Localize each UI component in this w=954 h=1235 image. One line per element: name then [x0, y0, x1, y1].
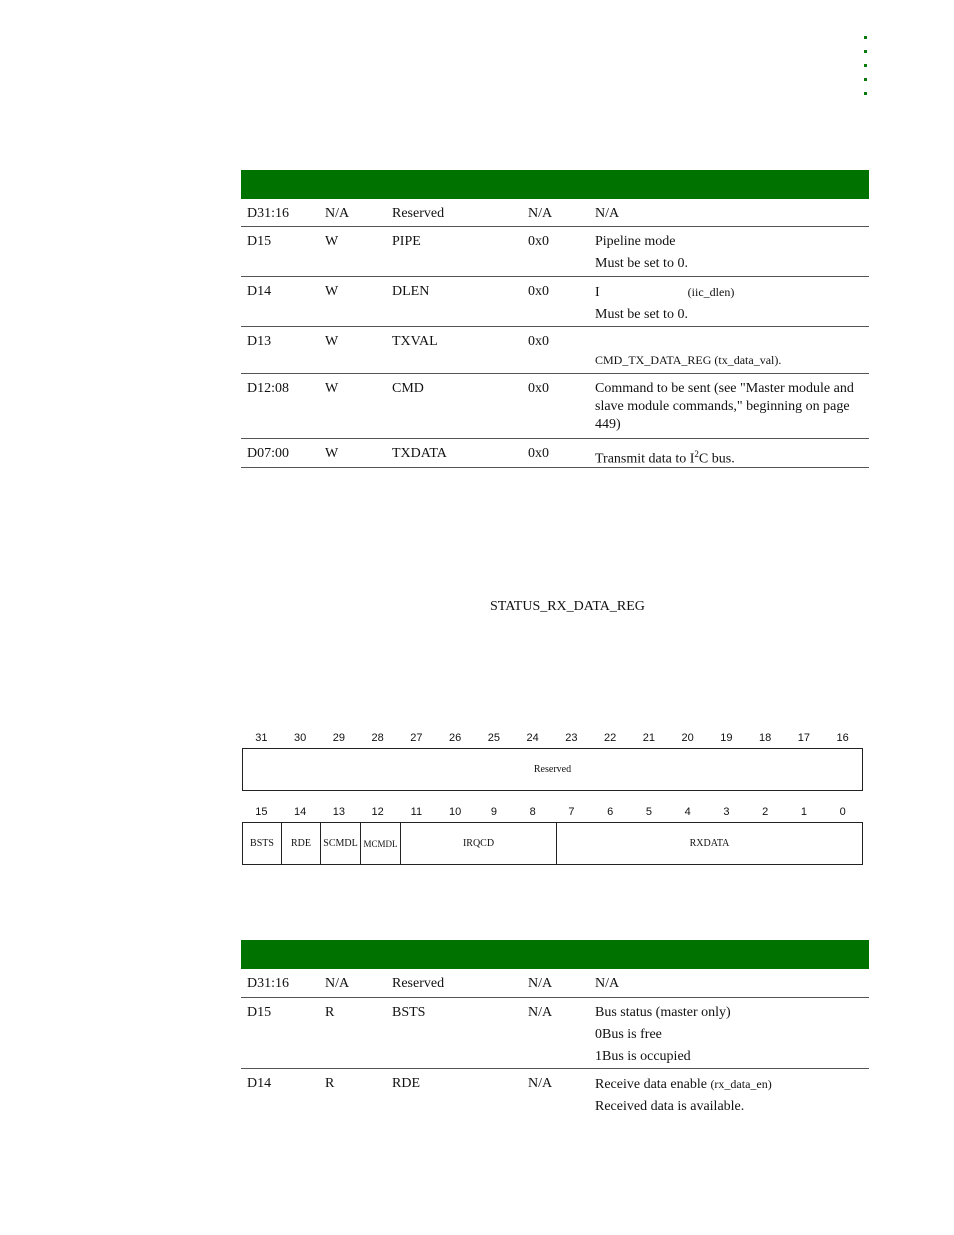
table-row — [241, 327, 869, 374]
bit-number: 18 — [759, 732, 772, 744]
lower-field-row — [242, 822, 863, 865]
bit-number: 25 — [487, 732, 500, 744]
table-row — [241, 439, 869, 468]
mnemonic-cell: TXVAL — [392, 334, 438, 349]
bit-number: 13 — [332, 806, 345, 818]
mnemonic-cell: BSTS — [392, 1005, 426, 1020]
table-row — [241, 199, 869, 227]
mnemonic-cell: TXDATA — [392, 446, 447, 461]
reset-cell: 0x0 — [528, 234, 549, 249]
field-rde: RDE — [282, 823, 321, 864]
mnemonic-cell: CMD — [392, 381, 424, 396]
bit-number: 23 — [565, 732, 578, 744]
bit-number: 6 — [607, 806, 614, 818]
reset-cell: 0x0 — [528, 446, 549, 461]
table-header-bar — [241, 940, 869, 969]
reset-cell: N/A — [528, 206, 553, 221]
mnemonic-cell: Reserved — [392, 976, 445, 991]
access-cell: W — [325, 446, 339, 461]
table-row — [241, 227, 869, 277]
field-rxdata: RXDATA — [689, 838, 730, 849]
bit-number: 2 — [762, 806, 769, 818]
bit-number: 4 — [684, 806, 691, 818]
access-cell: N/A — [325, 206, 350, 221]
bit-number: 29 — [332, 732, 345, 744]
reset-cell: N/A — [528, 976, 553, 991]
description-cell: N/A — [595, 206, 620, 221]
bit-number: 7 — [568, 806, 575, 818]
upper-bit-numbers — [242, 732, 862, 746]
table-header-bar — [241, 170, 869, 199]
bit-number: 28 — [371, 732, 384, 744]
description-cell: Command to be sent (see "Master module and slave module commands," beginning on page 449) — [595, 381, 854, 432]
table-row — [241, 998, 869, 1069]
bit-number: 27 — [410, 732, 423, 744]
table-row — [241, 1069, 869, 1117]
mnemonic-cell: DLEN — [392, 284, 430, 299]
bits-cell: D31:16 — [247, 206, 289, 221]
bits-cell: D15 — [247, 1005, 272, 1020]
bits-cell: D13 — [247, 334, 272, 349]
bit-number: 0 — [839, 806, 846, 818]
field-scmdl: SCMDL — [321, 823, 361, 864]
mnemonic-cell: PIPE — [392, 234, 421, 249]
access-cell: W — [325, 381, 339, 396]
access-cell: N/A — [325, 976, 350, 991]
description-cell: Pipeline mode Must be set to 0. — [595, 234, 688, 271]
description-cell: N/A — [595, 976, 620, 991]
description-cell: I (iic_dlen) Must be set to 0. — [595, 285, 735, 322]
bit-number: 15 — [255, 806, 268, 818]
mnemonic-cell: RDE — [392, 1076, 420, 1091]
reset-cell: N/A — [528, 1076, 553, 1091]
bit-number: 22 — [604, 732, 617, 744]
bit-number: 24 — [526, 732, 539, 744]
bit-number: 16 — [836, 732, 849, 744]
bits-cell: D07:00 — [247, 446, 289, 461]
field-mcmdl: MCMDL — [361, 823, 401, 864]
reset-cell: 0x0 — [528, 284, 549, 299]
bit-number: 12 — [371, 806, 384, 818]
margin-dots — [864, 36, 867, 106]
description-cell: Bus status (master only) 0Bus is free 1Bus is occupied — [595, 1005, 731, 1064]
bit-number: 19 — [720, 732, 733, 744]
bit-number: 20 — [681, 732, 694, 744]
register-bitmap — [242, 732, 862, 746]
bit-number: 3 — [723, 806, 730, 818]
access-cell: W — [325, 284, 339, 299]
cmd-tx-data-table — [241, 170, 869, 468]
upper-field-row — [242, 748, 863, 791]
field-bsts: BSTS — [243, 823, 282, 864]
table-row — [241, 969, 869, 998]
field-reserved: Reserved — [533, 764, 572, 775]
field-irqcd: IRQCD — [401, 823, 557, 864]
bit-number: 14 — [294, 806, 307, 818]
mnemonic-cell: Reserved — [392, 206, 445, 221]
bit-number: 26 — [449, 732, 462, 744]
bit-number: 30 — [294, 732, 307, 744]
lower-bit-numbers — [242, 806, 862, 820]
access-cell: W — [325, 334, 339, 349]
table-row — [241, 374, 869, 439]
bits-cell: D14 — [247, 1076, 272, 1091]
bit-number: 21 — [642, 732, 655, 744]
bit-number: 5 — [645, 806, 652, 818]
description-cell: Receive data enable (rx_data_en) Received data is available. — [595, 1077, 772, 1114]
bits-cell: D12:08 — [247, 381, 289, 396]
reset-cell: 0x0 — [528, 381, 549, 396]
bits-cell: D14 — [247, 284, 272, 299]
bit-number: 10 — [449, 806, 462, 818]
access-cell: R — [325, 1005, 335, 1020]
description-cell: CMD_TX_DATA_REG (tx_data_val). — [595, 353, 782, 367]
bit-number: 17 — [797, 732, 810, 744]
bits-cell: D15 — [247, 234, 272, 249]
table-row — [241, 277, 869, 327]
reset-cell: 0x0 — [528, 334, 549, 349]
reset-cell: N/A — [528, 1005, 553, 1020]
bit-number: 8 — [529, 806, 536, 818]
register-bitmap-lower — [242, 806, 862, 820]
bit-number: 1 — [800, 806, 807, 818]
bit-number: 9 — [490, 806, 497, 818]
bits-cell: D31:16 — [247, 976, 289, 991]
bit-number: 11 — [410, 806, 423, 818]
access-cell: W — [325, 234, 339, 249]
bit-number: 31 — [255, 732, 268, 744]
description-cell: Transmit data to $I^2C$ bus. — [595, 449, 735, 467]
register-title: STATUS_RX_DATA_REG — [490, 599, 645, 614]
status-rx-data-table — [241, 940, 869, 1117]
access-cell: R — [325, 1076, 335, 1091]
